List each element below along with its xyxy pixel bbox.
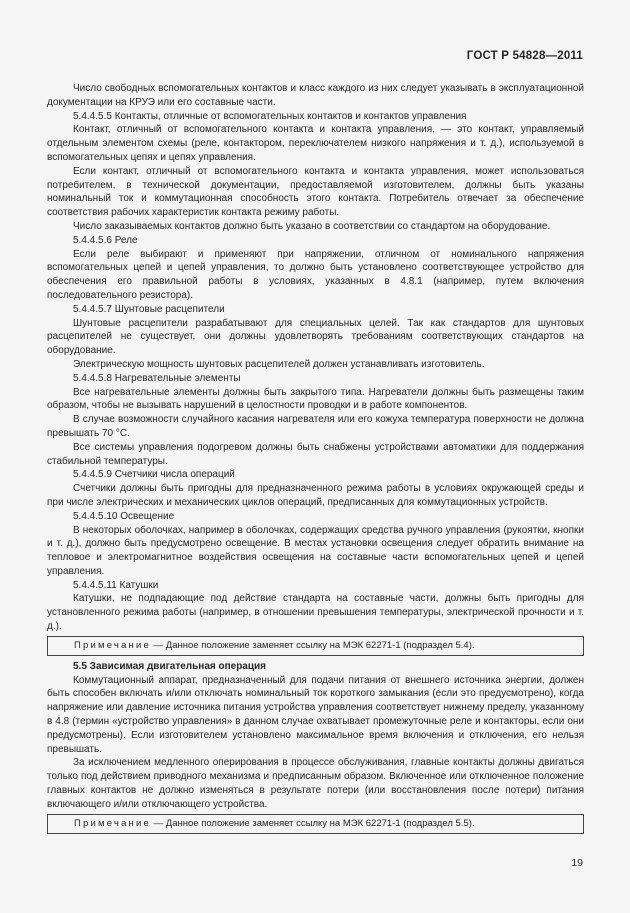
page-number: 19 — [571, 857, 583, 869]
note-text: — Данное положение заменяет ссылку на МЭК 62271-1 (подраздел 5.4). — [151, 639, 475, 651]
note-box — [47, 636, 584, 656]
section-title: 5.5 Зависимая двигательная операция — [73, 660, 267, 672]
clause-heading: 5.4.4.5.7 Шунтовые расцепители — [73, 303, 225, 315]
clause-heading: 5.4.4.5.5 Контакты, отличные от вспомогательных контактов и контактов управления — [73, 110, 467, 122]
note-label: Примечание — [74, 639, 151, 651]
paragraph: Число заказываемых контактов должно быть указано в соответствии со стандартом на оборудование. — [73, 220, 551, 232]
document-body — [47, 82, 584, 838]
paragraph: Счетчики должны быть пригодны для предназначенного режима работы в условиях окружающей среды и при числе электрических и механических циклов операций, предписанных для коммутационных устройств. — [47, 483, 584, 508]
note-text: — Данное положение заменяет ссылку на МЭК 62271-1 (подраздел 5.5). — [151, 817, 475, 829]
paragraph: Все системы управления подогревом должны быть снабжены устройствами автоматики для поддержания стабильной температуры. — [47, 441, 584, 467]
clause-heading: 5.4.4.5.11 Катушки — [73, 579, 159, 591]
paragraph: В случае возможности случайного касания нагревателя или его кожуха температура поверхности не должна превышать 70 °С. — [47, 414, 584, 439]
paragraph: Коммутационный аппарат, предназначенный для подачи питания от внешнего источника энергии, должен быть способен включать и/или отключать номинальный ток короткого замыкания (если это предусмотрено), когда напряжение или давление источника питания устройства управления соответствует нижнему пределу, указанному в 4.8 (термин «устройство управления» в данном случае охватывает промежуточные реле и контакторы, если они предусмотрены). Если изготовителем установлено максимальное время включения и отключения, его нельзя превышать. — [47, 674, 584, 755]
clause-heading: 5.4.4.5.10 Освещение — [73, 510, 175, 522]
paragraph: Шунтовые расцепители разрабатывают для специальных целей. Так как стандартов для шунтовых расцепителей не существует, они должны удовлетворять требованиям соответствующих стандартов на оборудование. — [47, 317, 584, 357]
note-label: Примечание — [74, 817, 151, 829]
paragraph: Если контакт, отличный от вспомогательного контакта и контакта управления, может использоваться потребителем, в технической документации, предоставляемой изготовителем, должны быть указаны номинальный ток и коммутационная способность этого контакта. Потребитель отвечает за обеспечение соответствия рабочих характеристик контакта режиму работы. — [47, 165, 584, 219]
clause-heading: 5.4.4.5.6 Реле — [73, 234, 138, 246]
paragraph: Все нагревательные элементы должны быть закрытого типа. Нагреватели должны быть размещены таким образом, чтобы не вызывать нарушений в целостности проводки и в работе компонентов. — [47, 386, 584, 412]
paragraph: Число свободных вспомогательных контактов и класс каждого из них следует указывать в эксплуатационной документации на КРУЭ или его составные части. — [47, 83, 584, 108]
document-header: ГОСТ Р 54828—2011 — [466, 50, 583, 62]
paragraph: Катушки, не подпадающие под действие стандарта на составные части, должны быть пригодны для установленного режима работы (например, в отношении превышения температуры, электрической прочности и т. д.). — [47, 593, 584, 633]
paragraph: В некоторых оболочках, например в оболочках, содержащих средства ручного управления (рукоятки, кнопки и т. д.), должно быть предусмотрено освещение. В местах установки освещения следует обратить внимание на тепловое и электромагнитное воздействия освещения на составные части вспомогательных цепей и цепей управления. — [47, 524, 584, 577]
paragraph: Если реле выбирают и применяют при напряжении, отличном от номинального напряжения вспомогательных цепей и цепей управления, то должно быть установлено соответствующее устройство для обеспечения его правильной работы в условиях, указанных в 4.8.1 (например, путем включения последовательного резистора). — [47, 248, 584, 301]
paragraph: Контакт, отличный от вспомогательного контакта и контакта управления, — это контакт, управляемый отдельным элементом схемы (реле, контактором, переключателем низкого напряжения и т. д.), используемой в вспомогательных цепях и цепях управления. — [47, 124, 584, 163]
clause-heading: 5.4.4.5.8 Нагревательные элементы — [73, 372, 241, 384]
note-box — [47, 814, 584, 834]
clause-heading: 5.4.4.5.9 Счетчики числа операций — [73, 469, 235, 481]
paragraph: Электрическую мощность шунтовых расцепителей должен устанавливать изготовитель. — [73, 358, 485, 370]
paragraph: За исключением медленного оперирования в процессе обслуживания, главные контакты должны двигаться только под действием приводного механизма и предписанным образом. Включенное или отключенное положение главных контактов не должно изменяться в результате потери (или восстановления после потери) питания включающего и/или отключающего устройства. — [47, 757, 584, 810]
